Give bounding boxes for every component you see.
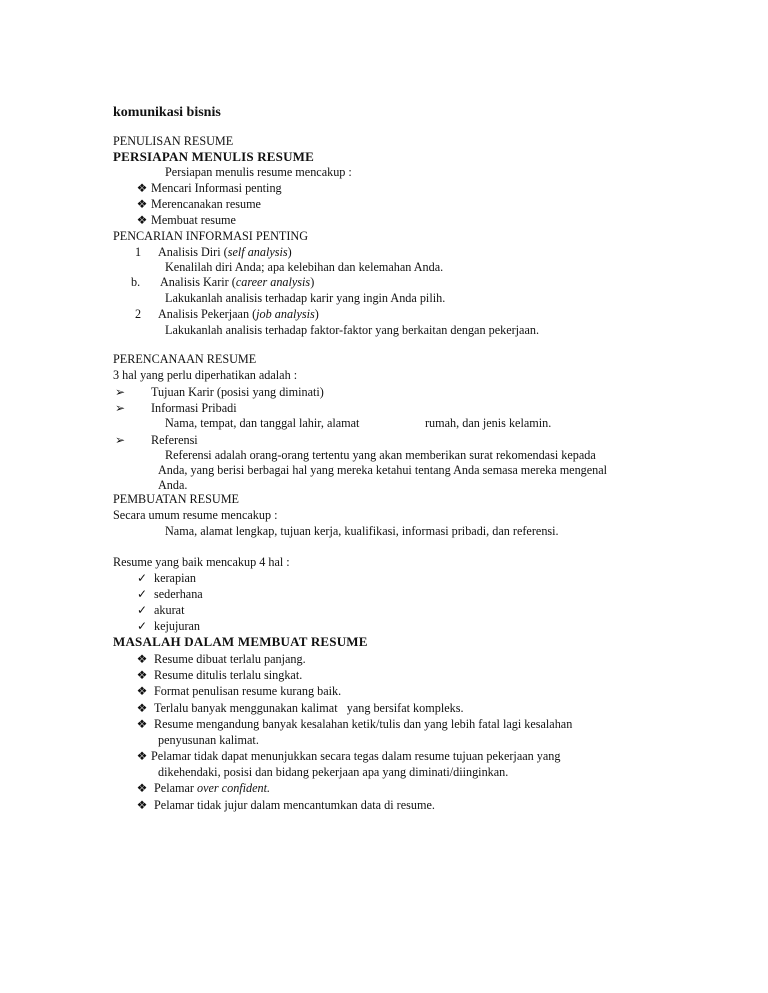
diamond-bullet-icon: ❖ <box>136 668 148 682</box>
diamond-bullet-icon: ❖ <box>136 197 148 211</box>
baik-intro: Resume yang baik mencakup 4 hal : <box>113 555 290 569</box>
check-bullet-icon: ✓ <box>136 571 148 585</box>
list-item: Referensi <box>151 433 198 447</box>
referensi-desc-line: Anda, yang berisi berbagai hal yang mereka ketahui tentang Anda semasa mereka mengenal <box>158 463 608 477</box>
diamond-bullet-icon: ❖ <box>136 717 148 731</box>
section-heading-pencarian: PENCARIAN INFORMASI PENTING <box>113 229 309 243</box>
list-item: Format penulisan resume kurang baik. <box>154 684 342 698</box>
list-item-desc: Lakukanlah analisis terhadap karir yang ingin Anda pilih. <box>165 291 446 305</box>
list-item-desc: rumah, dan jenis kelamin. <box>425 416 552 430</box>
list-item: Mencari Informasi penting <box>151 181 282 195</box>
list-item: akurat <box>154 603 185 617</box>
list-item: Pelamar tidak jujur dalam mencantumkan data di resume. <box>154 798 435 812</box>
list-item-label: Analisis Pekerjaan (job analysis) <box>158 307 319 321</box>
diamond-bullet-icon: ❖ <box>136 181 148 195</box>
list-item: Pelamar over confident. <box>154 781 271 795</box>
section-heading-penulisan: PENULISAN RESUME <box>113 134 234 148</box>
arrow-bullet-icon: ➢ <box>114 433 126 447</box>
list-item: Informasi Pribadi <box>151 401 237 415</box>
arrow-bullet-icon: ➢ <box>114 401 126 415</box>
list-item: Merencanakan resume <box>151 197 261 211</box>
diamond-bullet-icon: ❖ <box>136 213 148 227</box>
list-item-label: Analisis Diri (self analysis) <box>158 245 292 259</box>
list-marker: 2 <box>135 307 142 321</box>
referensi-desc-line: Referensi adalah orang-orang tertentu yang akan memberikan surat rekomendasi kepada <box>165 448 596 462</box>
arrow-bullet-icon: ➢ <box>114 385 126 399</box>
perencanaan-intro: 3 hal yang perlu diperhatikan adalah : <box>113 368 298 382</box>
list-item-desc: Lakukanlah analisis terhadap faktor-faktor yang berkaitan dengan pekerjaan. <box>165 323 540 337</box>
pembuatan-desc: Nama, alamat lengkap, tujuan kerja, kualifikasi, informasi pribadi, dan referensi. <box>165 524 559 538</box>
list-item: Terlalu banyak menggunakan kalimat yang bersifat kompleks. <box>154 701 464 715</box>
list-marker: b. <box>131 275 141 289</box>
section-heading-masalah: MASALAH DALAM MEMBUAT RESUME <box>113 634 368 649</box>
list-item: sederhana <box>154 587 203 601</box>
list-item-desc: Kenalilah diri Anda; apa kelebihan dan kelemahan Anda. <box>165 260 444 274</box>
list-item: Resume dibuat terlalu panjang. <box>154 652 306 666</box>
persiapan-intro: Persiapan menulis resume mencakup : <box>165 165 352 179</box>
list-item: Pelamar tidak dapat menunjukkan secara tegas dalam resume tujuan pekerjaan yang <box>151 749 561 763</box>
list-item: Resume ditulis terlalu singkat. <box>154 668 303 682</box>
diamond-bullet-icon: ❖ <box>136 749 148 763</box>
list-item-continuation: dikehendaki, posisi dan bidang pekerjaan apa yang diminati/diinginkan. <box>158 765 509 779</box>
referensi-desc-line: Anda. <box>158 478 188 492</box>
diamond-bullet-icon: ❖ <box>136 652 148 666</box>
check-bullet-icon: ✓ <box>136 619 148 633</box>
list-item-continuation: penyusunan kalimat. <box>158 733 259 747</box>
list-item: Tujuan Karir (posisi yang diminati) <box>151 385 324 399</box>
list-item: kejujuran <box>154 619 201 633</box>
check-bullet-icon: ✓ <box>136 587 148 601</box>
pembuatan-intro: Secara umum resume mencakup : <box>113 508 278 522</box>
diamond-bullet-icon: ❖ <box>136 798 148 812</box>
section-heading-pembuatan: PEMBUATAN RESUME <box>113 492 239 506</box>
list-marker: 1 <box>135 245 142 259</box>
list-item: Membuat resume <box>151 213 236 227</box>
list-item: kerapian <box>154 571 196 585</box>
diamond-bullet-icon: ❖ <box>136 684 148 698</box>
list-item: Resume mengandung banyak kesalahan ketik/tulis dan yang lebih fatal lagi kesalahan <box>154 717 573 731</box>
list-item-label: Analisis Karir (career analysis) <box>160 275 315 289</box>
document-title: komunikasi bisnis <box>113 105 221 120</box>
diamond-bullet-icon: ❖ <box>136 701 148 715</box>
diamond-bullet-icon: ❖ <box>136 781 148 795</box>
section-heading-persiapan: PERSIAPAN MENULIS RESUME <box>113 149 315 164</box>
check-bullet-icon: ✓ <box>136 603 148 617</box>
section-heading-perencanaan: PERENCANAAN RESUME <box>113 352 257 366</box>
list-item-desc: Nama, tempat, dan tanggal lahir, alamat <box>165 416 360 430</box>
